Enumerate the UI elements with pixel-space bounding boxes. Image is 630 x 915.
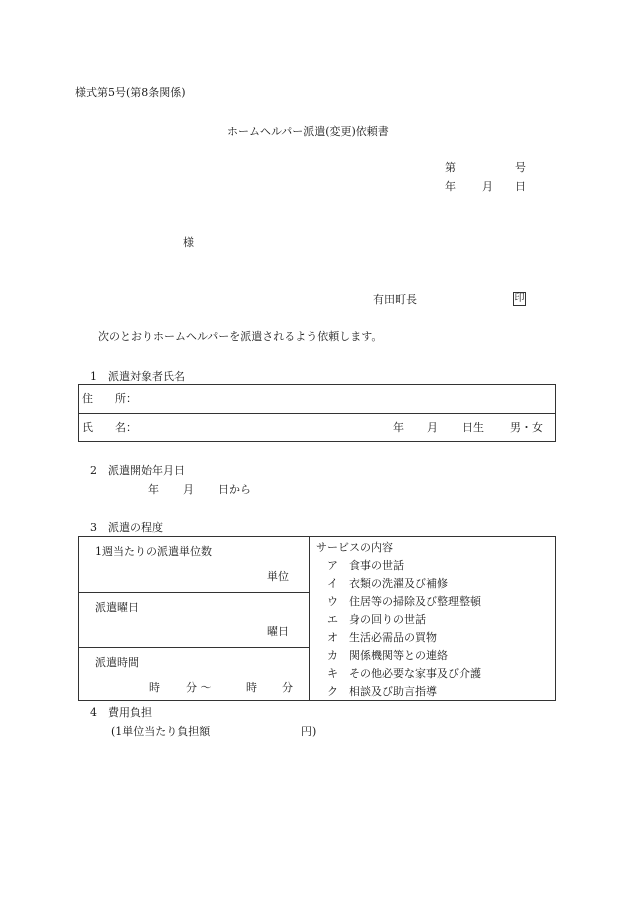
service-item: イ 衣類の洗濯及び補修 — [327, 577, 448, 590]
service-item: エ 身の回りの世話 — [327, 613, 426, 626]
time-hour-start: 時 — [149, 681, 160, 694]
weekday-divider — [78, 647, 309, 648]
ref-dai: 第 — [445, 161, 456, 174]
start-year: 年 — [148, 483, 159, 496]
service-item: ク 相談及び助言指導 — [327, 685, 437, 698]
date-year: 年 — [445, 180, 456, 193]
seal-stamp: 印 — [514, 293, 525, 304]
service-table — [78, 536, 556, 701]
time-minute-start: 分 ～ — [186, 681, 212, 694]
address-label: 住 所： — [82, 392, 137, 405]
date-day: 日 — [515, 180, 526, 193]
sex-choice: 男・女 — [510, 421, 543, 434]
birth-day: 日生 — [462, 421, 484, 434]
sender-name: 有田町長 — [373, 293, 417, 306]
name-label: 氏 名： — [82, 421, 137, 434]
start-from: 日から — [218, 483, 251, 496]
service-item: カ 関係機関等との連絡 — [327, 649, 448, 662]
date-month: 月 — [482, 180, 493, 193]
cost-detail-close: 円) — [301, 725, 317, 738]
service-item: ウ 住居等の掃除及び整理整頓 — [327, 595, 481, 608]
services-heading: サービスの内容 — [316, 541, 393, 554]
birth-year: 年 — [393, 421, 404, 434]
ref-go: 号 — [515, 161, 526, 174]
service-item: ア 食事の世話 — [327, 559, 404, 572]
section3-heading: 3 派遣の程度 — [90, 521, 163, 534]
section1-heading: 1 派遣対象者氏名 — [90, 370, 185, 383]
form-number: 様式第5号(第8条関係) — [75, 86, 186, 99]
weekday-label: 派遣曜日 — [95, 601, 139, 614]
time-label: 派遣時間 — [95, 656, 139, 669]
table-divider — [78, 413, 556, 414]
time-hour-end: 時 — [246, 681, 257, 694]
service-item: オ 生活必需品の買物 — [327, 631, 437, 644]
time-minute-end: 分 — [282, 681, 293, 694]
addressee-honorific: 様 — [183, 236, 194, 249]
service-item: キ その他必要な家事及び介護 — [327, 667, 481, 680]
section4-heading: 4 費用負担 — [90, 706, 152, 719]
units-divider — [78, 592, 309, 593]
service-table-divider — [309, 536, 310, 701]
document-title: ホームヘルパー派遣(変更)依頼書 — [227, 125, 389, 138]
units-label: 1週当たりの派遣単位数 — [95, 545, 212, 558]
weekday-suffix: 曜日 — [267, 625, 289, 638]
intro-text: 次のとおりホームヘルパーを派遣されるよう依頼します。 — [98, 330, 383, 343]
birth-month: 月 — [427, 421, 438, 434]
section2-heading: 2 派遣開始年月日 — [90, 464, 185, 477]
cost-detail-open: (1単位当たり負担額 — [111, 725, 211, 738]
units-suffix: 単位 — [267, 570, 289, 583]
start-month: 月 — [183, 483, 194, 496]
